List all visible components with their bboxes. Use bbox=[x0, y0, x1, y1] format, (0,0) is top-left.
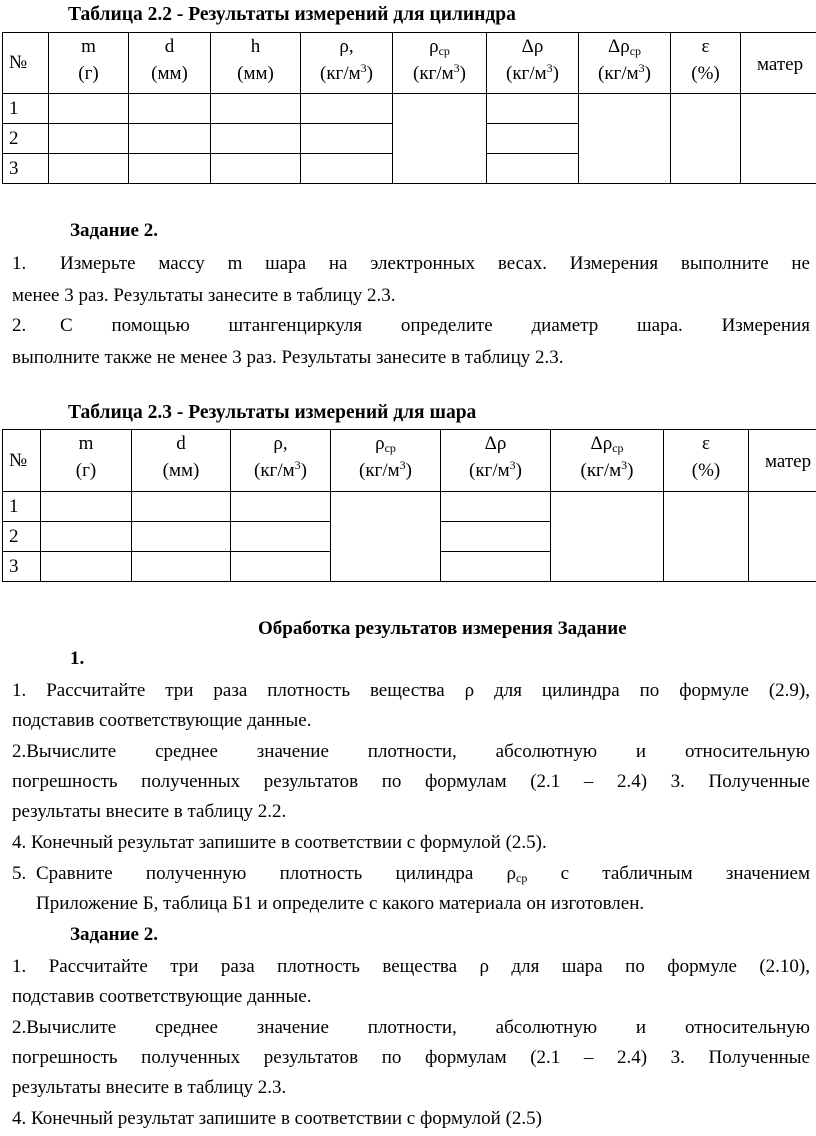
cell bbox=[231, 552, 331, 582]
merged-cell bbox=[551, 492, 664, 582]
row-number: 2 bbox=[3, 124, 49, 154]
row-number: 3 bbox=[3, 552, 41, 582]
header-abs-error: Δρ $(кг/м^3)$ bbox=[487, 33, 579, 94]
cell bbox=[231, 522, 331, 552]
cell bbox=[301, 154, 393, 184]
cell bbox=[132, 492, 231, 522]
header-number: № bbox=[3, 33, 49, 94]
cell bbox=[441, 552, 551, 582]
processing-heading-number: 1. bbox=[70, 648, 85, 669]
table-2-3-title: Таблица 2.3 - Результаты измерений для шара bbox=[68, 402, 477, 423]
cell bbox=[129, 154, 211, 184]
cell bbox=[301, 124, 393, 154]
processing-task-2-heading: Задание 2. bbox=[70, 924, 158, 945]
row-number: 2 bbox=[3, 522, 41, 552]
table-2-2-title: Таблица 2.2 - Результаты измерений для цилиндра bbox=[68, 4, 516, 25]
task-2-heading: Задание 2. bbox=[70, 220, 158, 241]
header-rel-error: ε (%) bbox=[671, 33, 741, 94]
table-2-2 bbox=[2, 32, 816, 184]
header-mass: m (г) bbox=[41, 430, 132, 492]
cell bbox=[129, 124, 211, 154]
cell bbox=[487, 124, 579, 154]
cell bbox=[49, 124, 129, 154]
header-diameter: d (мм) bbox=[132, 430, 231, 492]
merged-cell bbox=[671, 94, 741, 184]
header-abs-error: Δρ $(кг/м^3)$ bbox=[441, 430, 551, 492]
header-number: № bbox=[3, 430, 41, 492]
processing-task-2-item-2: 2.Вычислите среднее значение плотности, абсолютную и относительную погрешность полученных результатов по формулам (2.1 – 2.4) 3. Полученные результаты внесите в таблицу 2.3. bbox=[12, 1017, 810, 1098]
header-mean-abs-error: $\Delta\rho_{ср}$ $(кг/м^3)$ bbox=[579, 33, 671, 94]
cell bbox=[231, 492, 331, 522]
header-rel-error: ε (%) bbox=[664, 430, 749, 492]
cell bbox=[49, 154, 129, 184]
processing-heading: Обработка результатов измерения Задание bbox=[258, 618, 627, 639]
header-material: матер bbox=[749, 430, 816, 492]
merged-cell bbox=[393, 94, 487, 184]
cell bbox=[49, 94, 129, 124]
merged-cell bbox=[579, 94, 671, 184]
processing-item-1: 1. Рассчитайте три раза плотность вещества ρ для цилиндра по формуле (2.9), подставив соответствующие данные. bbox=[12, 680, 810, 731]
cell bbox=[441, 492, 551, 522]
header-mass: m (г) bbox=[49, 33, 129, 94]
cell bbox=[132, 552, 231, 582]
cell bbox=[132, 522, 231, 552]
merged-cell bbox=[749, 492, 816, 582]
header-material: матер bbox=[741, 33, 816, 94]
cell bbox=[41, 522, 132, 552]
header-mean-density: $\rho_{ср}$ $(кг/м^3)$ bbox=[331, 430, 441, 492]
row-number: 3 bbox=[3, 154, 49, 184]
cell bbox=[487, 154, 579, 184]
row-number: 1 bbox=[3, 492, 41, 522]
header-density: ρ, $(кг/м^3)$ bbox=[301, 33, 393, 94]
cell bbox=[441, 522, 551, 552]
cell bbox=[211, 94, 301, 124]
header-mean-density: $\rho_{ср}$ $(кг/м^3)$ bbox=[393, 33, 487, 94]
processing-task-2-item-1: 1. Рассчитайте три раза плотность вещества ρ для шара по формуле (2.10), подставив соответствующие данные. bbox=[12, 956, 810, 1007]
processing-item-5: 5. Сравните полученную плотность цилиндра $\rho_{ср}$ с табличным значением Приложение Б, таблица Б1 и определите с какого материала он изготовлен. bbox=[12, 863, 811, 914]
header-diameter: d (мм) bbox=[129, 33, 211, 94]
processing-item-2: 2.Вычислите среднее значение плотности, абсолютную и относительную погрешность полученных результатов по формулам (2.1 – 2.4) 3. Полученные результаты внесите в таблицу 2.2. bbox=[12, 741, 810, 822]
cell bbox=[211, 154, 301, 184]
merged-cell bbox=[331, 492, 441, 582]
merged-cell bbox=[664, 492, 749, 582]
cell bbox=[487, 94, 579, 124]
header-density: ρ, $(кг/м^3)$ bbox=[231, 430, 331, 492]
table-2-3 bbox=[2, 429, 816, 582]
cell bbox=[211, 124, 301, 154]
processing-task-2-item-4: 4. Конечный результат запишите в соответствии с формулой (2.5) bbox=[12, 1108, 542, 1129]
merged-cell bbox=[741, 94, 816, 184]
cell bbox=[301, 94, 393, 124]
header-height: h (мм) bbox=[211, 33, 301, 94]
task-2-item-2: 2. С помощью штангенциркуля определите диаметр шара. Измерения выполните также не менее 3 раз. Результаты занесите в таблицу 2.3. bbox=[12, 315, 810, 368]
task-2-item-1: 1. Измерьте массу m шара на электронных весах. Измерения выполните не менее 3 раз. Результаты занесите в таблицу 2.3. bbox=[12, 253, 810, 306]
cell bbox=[41, 492, 132, 522]
cell bbox=[129, 94, 211, 124]
cell bbox=[41, 552, 132, 582]
processing-item-4: 4. Конечный результат запишите в соответствии с формулой (2.5). bbox=[12, 832, 547, 853]
row-number: 1 bbox=[3, 94, 49, 124]
header-mean-abs-error: $\Delta\rho_{ср}$ $(кг/м^3)$ bbox=[551, 430, 664, 492]
